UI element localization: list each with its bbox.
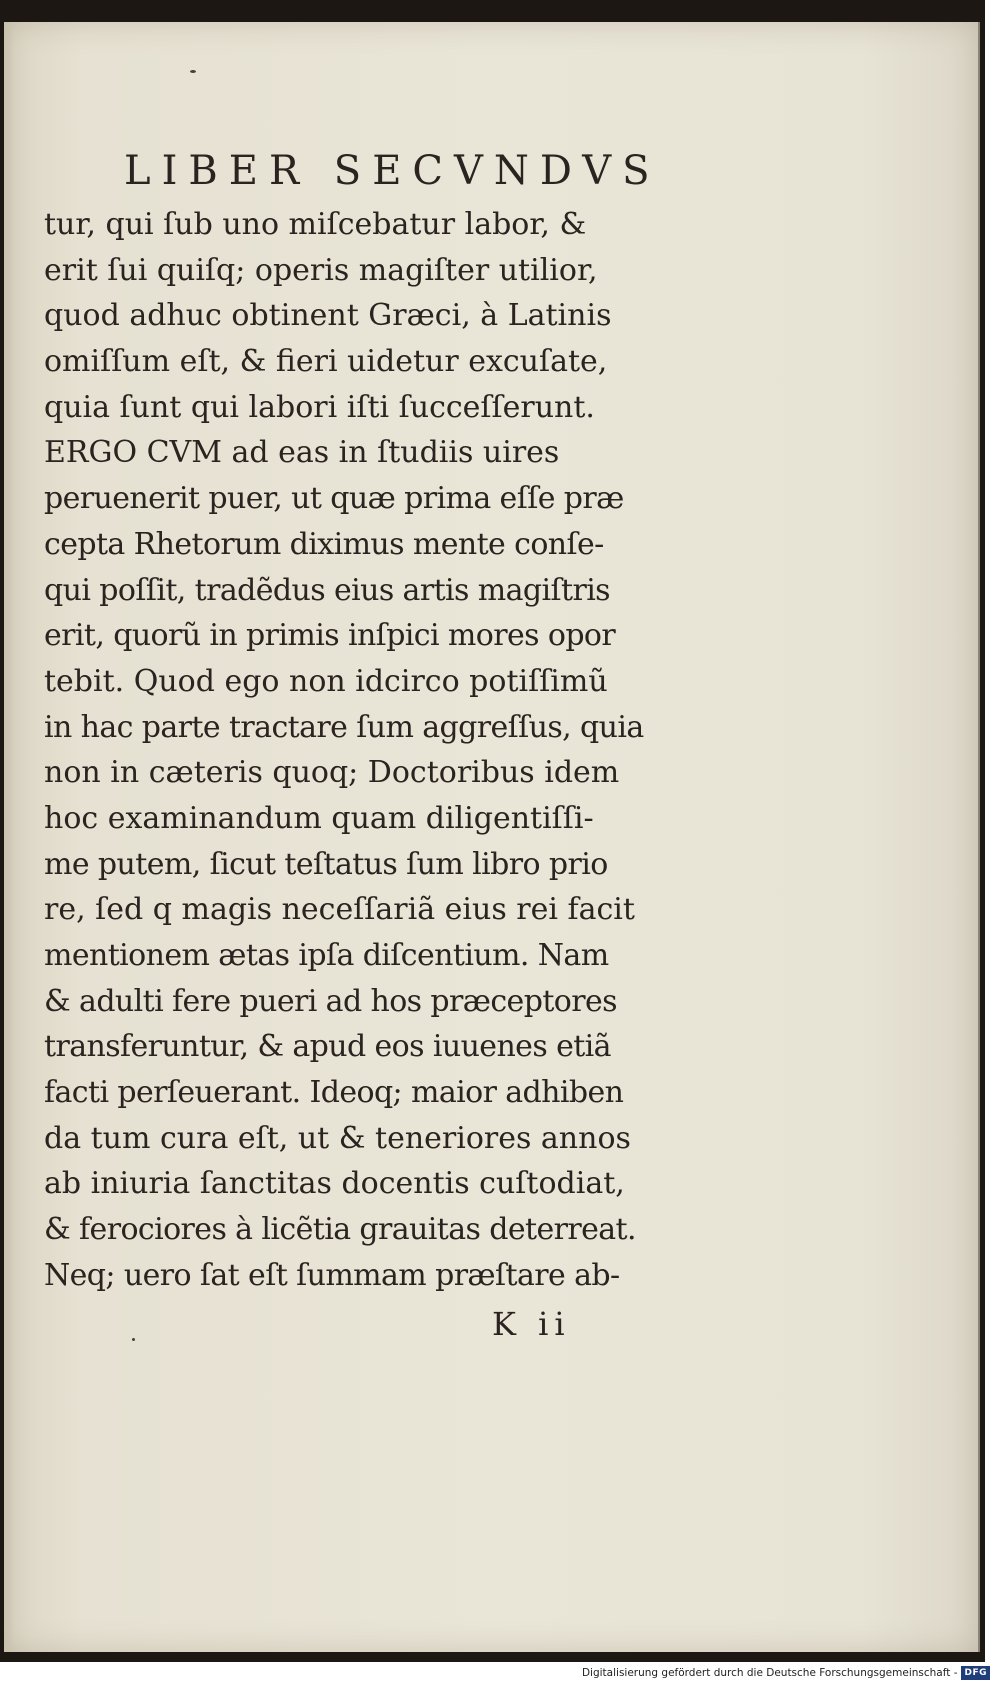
ink-speck xyxy=(132,1338,135,1341)
digitization-credit xyxy=(582,1664,990,1682)
text-line: peruenerit puer, ut quæ prima eſſe præ xyxy=(44,481,624,517)
text-line: quod adhuc obtinent Græci, à Latinis xyxy=(44,298,612,334)
text-line: non in cæteris quoq; Doctoribus idem xyxy=(44,755,620,791)
text-line: facti perſeuerant. Ideoq; maior adhiben xyxy=(44,1075,624,1111)
text-line: erit, quorũ in primis inſpici mores opor xyxy=(44,618,616,654)
text-line: qui poſſit, tradẽdus eius artis magiſtris xyxy=(44,572,610,608)
dfg-logo-icon: DFG xyxy=(961,1666,990,1680)
ink-speck xyxy=(190,70,196,73)
text-line: Neq; uero ſat eſt ſummam præſtare ab- xyxy=(44,1257,620,1293)
text-line: omiſſum eſt, & fieri uidetur excuſate, xyxy=(44,344,608,380)
text-line: re, ſed q magis neceſſariã eius rei facit xyxy=(44,892,635,928)
text-line: hoc examinandum quam diligentiſſi- xyxy=(44,800,594,836)
text-line: transferuntur, & apud eos iuuenes etiã xyxy=(44,1029,611,1065)
signature-mark: K ii xyxy=(492,1305,571,1343)
text-line: erit ſui quiſq; operis magiſter utilior, xyxy=(44,252,598,288)
running-head: LIBER SECVNDVS xyxy=(124,148,661,194)
text-line: me putem, ſicut teſtatus ſum libro prio xyxy=(44,846,608,882)
body-text xyxy=(44,202,684,1299)
section-opening-line: ERGO CVM ad eas in ſtudiis uires xyxy=(44,435,560,471)
text-line: tur, qui ſub uno miſcebatur labor, & xyxy=(44,207,587,242)
text-line: ab iniuria ſanctitas docentis cuſtodiat, xyxy=(44,1166,625,1202)
text-line: mentionem ætas ipſa diſcentium. Nam xyxy=(44,938,609,973)
credit-text: Digitalisierung gefördert durch die Deutsche Forschungsgemeinschaft - xyxy=(581,1667,958,1679)
text-line: tebit. Quod ego non idcirco potiſſimũ xyxy=(44,663,608,699)
text-line: cepta Rhetorum diximus mente conſe- xyxy=(44,526,604,562)
text-line: da tum cura eſt, ut & teneriores annos xyxy=(44,1120,631,1156)
text-line: quia ſunt qui labori iſti ſucceſſerunt. xyxy=(44,389,595,425)
text-line: & ferociores à licẽtia grauitas deterreat. xyxy=(44,1212,636,1248)
text-line: in hac parte tractare ſum aggreſſus, quia xyxy=(44,709,644,745)
text-line: & adulti fere pueri ad hos præceptores xyxy=(44,983,617,1019)
